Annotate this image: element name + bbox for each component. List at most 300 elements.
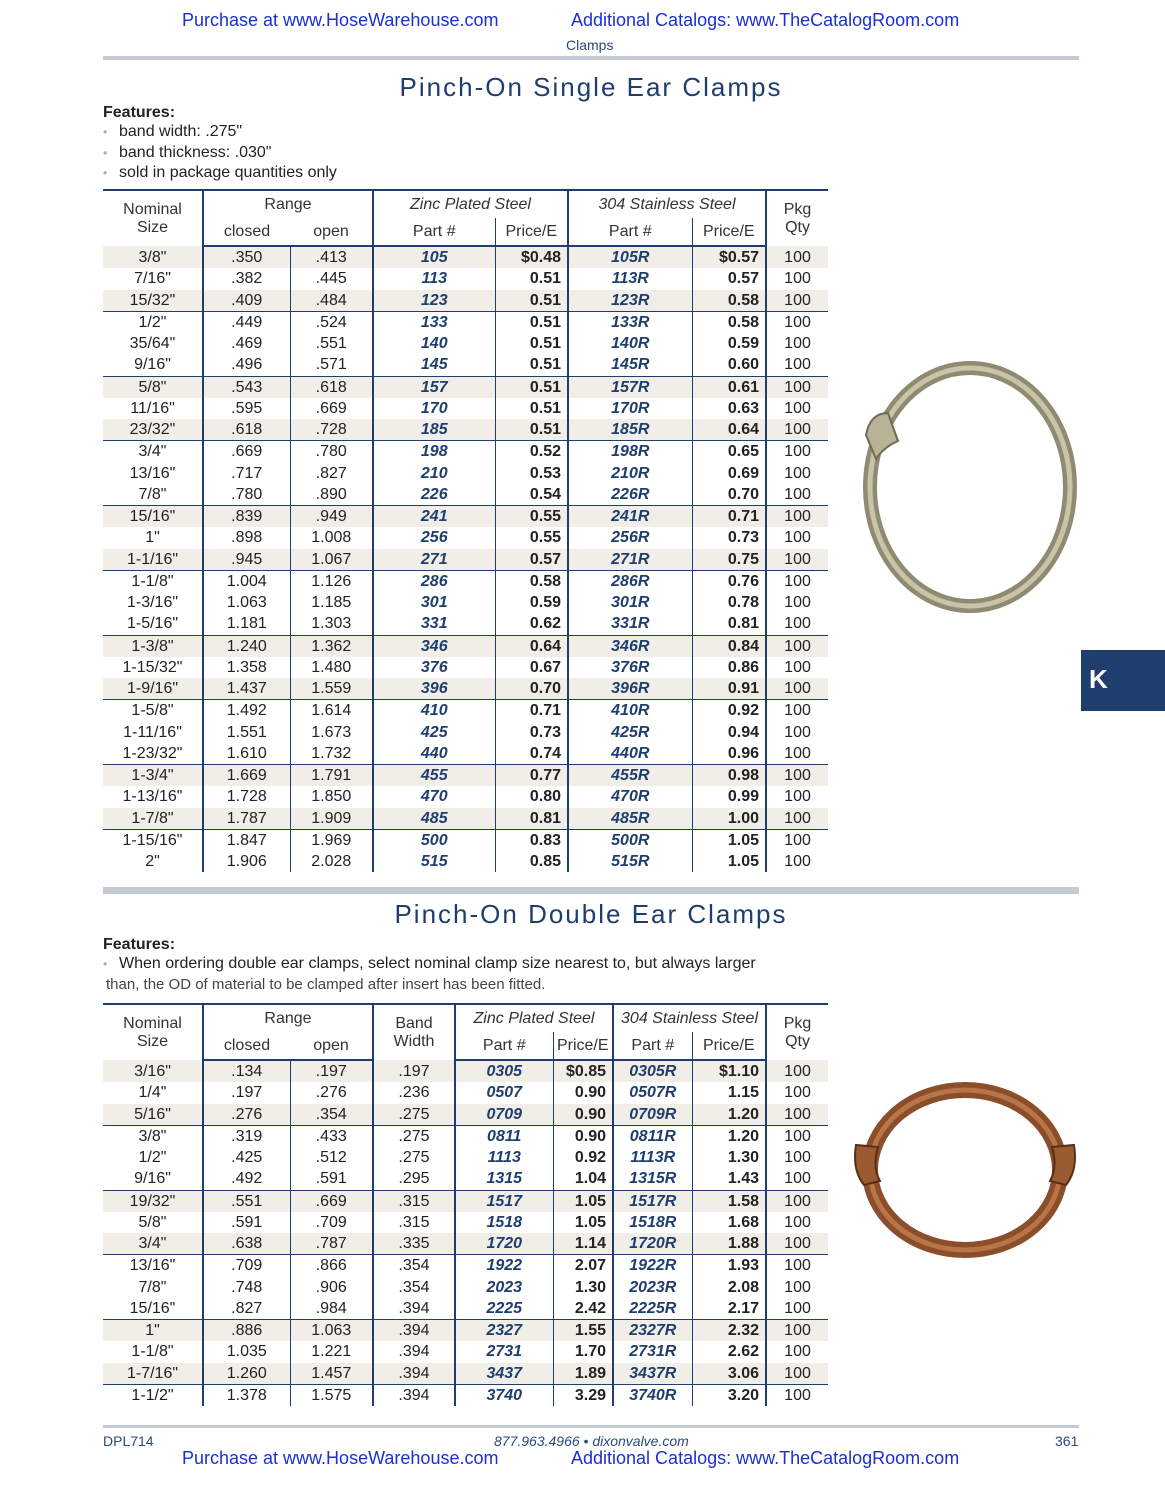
- price: 1.14: [553, 1233, 613, 1255]
- col-pkg-qty: Pkg Qty: [766, 190, 828, 246]
- col-nominal-size: Nominal Size: [103, 1004, 203, 1060]
- single-features: [103, 104, 337, 184]
- part-number: 226: [373, 484, 495, 506]
- table-row: [103, 1060, 828, 1082]
- cell: .669: [290, 1190, 373, 1212]
- part-number: 226R: [568, 484, 692, 506]
- price: 1.88: [692, 1233, 766, 1255]
- cell: 1-13/16": [122, 788, 183, 806]
- header-rule: [103, 56, 1079, 60]
- cell: 5/8": [103, 376, 203, 398]
- part-number: 3740R: [613, 1384, 692, 1406]
- col-nominal-size: Nominal Size: [103, 190, 203, 246]
- cell: 1": [145, 529, 160, 547]
- cell: .551: [290, 333, 373, 354]
- cell: 100: [766, 311, 828, 333]
- table-row: [103, 743, 828, 765]
- part-number: 286: [373, 570, 495, 592]
- cell: 1.358: [203, 657, 290, 678]
- cell: .827: [290, 463, 373, 484]
- table-row: [103, 441, 828, 463]
- table-row: [103, 333, 828, 354]
- part-number: 157: [373, 376, 495, 398]
- part-number: 210: [373, 463, 495, 484]
- part-number: 3437R: [613, 1363, 692, 1385]
- col-zinc-price: Price/E: [495, 218, 568, 246]
- part-number: 185R: [568, 419, 692, 441]
- cell: 100: [766, 1233, 828, 1255]
- price: 0.54: [495, 484, 568, 506]
- cell: 1-15/32": [122, 658, 183, 676]
- cell: .394: [373, 1384, 455, 1406]
- part-number: 515: [373, 851, 495, 872]
- cell: .780: [203, 484, 290, 506]
- col-pkg-qty: Pkg Qty: [766, 1004, 828, 1060]
- cell: 1.126: [290, 570, 373, 592]
- part-number: 0709: [455, 1104, 553, 1126]
- part-number: 1922: [455, 1255, 553, 1277]
- cell: 3/4": [103, 441, 203, 463]
- price: 1.15: [692, 1082, 766, 1103]
- cell: 7/8": [138, 485, 167, 503]
- price: 0.67: [495, 657, 568, 678]
- cell: .449: [203, 311, 290, 333]
- cell: 100: [766, 1190, 828, 1212]
- part-number: 0305R: [613, 1060, 692, 1082]
- part-number: 1517: [455, 1190, 553, 1212]
- cell: 13/16": [103, 1255, 203, 1277]
- price: $0.85: [553, 1060, 613, 1082]
- col-ss-price: Price/E: [692, 1032, 766, 1060]
- table-row: [103, 1384, 828, 1406]
- col-zinc: Zinc Plated Steel: [455, 1004, 613, 1032]
- cell: .728: [290, 419, 373, 441]
- cell: .886: [203, 1320, 290, 1342]
- cell: 100: [766, 1125, 828, 1147]
- price: 0.64: [495, 635, 568, 657]
- table-row: [103, 290, 828, 312]
- cell: 100: [766, 1168, 828, 1190]
- cell: .445: [290, 268, 373, 289]
- cell: 1.610: [203, 743, 290, 765]
- price: 1.20: [692, 1104, 766, 1126]
- part-number: 1113: [455, 1147, 553, 1168]
- table-row: [103, 311, 828, 333]
- cell: 1.732: [290, 743, 373, 765]
- price: 0.80: [495, 786, 568, 807]
- part-number: 1315R: [613, 1168, 692, 1190]
- section-label: Clamps: [566, 37, 614, 53]
- cell: 100: [766, 1341, 828, 1362]
- cell: 3/8": [103, 1125, 203, 1147]
- cell: .276: [203, 1104, 290, 1126]
- cell: 100: [766, 1060, 828, 1082]
- table-row: [103, 1212, 828, 1233]
- price: 0.59: [692, 333, 766, 354]
- section-rule: [103, 887, 1079, 894]
- price: 1.55: [553, 1320, 613, 1342]
- price: 1.05: [692, 829, 766, 851]
- part-number: 440: [373, 743, 495, 765]
- col-closed: closed: [203, 218, 290, 246]
- contact-info: 877.963.4966 • dixonvalve.com: [494, 1433, 689, 1449]
- part-number: 113: [373, 268, 495, 289]
- price: 0.51: [495, 419, 568, 441]
- part-number: 1315: [455, 1168, 553, 1190]
- cell: .945: [203, 549, 290, 571]
- part-number: 145: [373, 354, 495, 376]
- cell: .827: [203, 1298, 290, 1320]
- price: 1.05: [553, 1212, 613, 1233]
- part-number: 1518R: [613, 1212, 692, 1233]
- part-number: 485: [373, 808, 495, 830]
- price: 0.58: [692, 290, 766, 312]
- cell: .496: [203, 354, 290, 376]
- price: $0.48: [495, 246, 568, 268]
- table-row: [103, 1320, 828, 1342]
- cell: .898: [203, 527, 290, 548]
- col-open: open: [290, 1032, 373, 1060]
- part-number: 271R: [568, 549, 692, 571]
- cell: 1-3/4": [103, 765, 203, 787]
- cell: 100: [766, 678, 828, 700]
- price: 1.05: [692, 851, 766, 872]
- price: 1.30: [553, 1277, 613, 1298]
- cell: 100: [766, 700, 828, 722]
- cell: 100: [766, 1082, 828, 1103]
- part-number: 301R: [568, 592, 692, 613]
- col-ss-part: Part #: [568, 218, 692, 246]
- table-row: [103, 463, 828, 484]
- cell: 1/4": [138, 1084, 167, 1102]
- price: 0.90: [553, 1082, 613, 1103]
- col-zinc-part: Part #: [373, 218, 495, 246]
- table-row: [103, 1298, 828, 1320]
- part-number: 410R: [568, 700, 692, 722]
- cell: .433: [290, 1125, 373, 1147]
- cell: 5/16": [103, 1104, 203, 1126]
- table-row: [103, 592, 828, 613]
- price: 0.59: [495, 592, 568, 613]
- table-row: [103, 1277, 828, 1298]
- cell: 19/32": [103, 1190, 203, 1212]
- catalogs-link-top[interactable]: Additional Catalogs: www.TheCatalogRoom.com: [571, 10, 960, 30]
- cell: 1-9/16": [103, 678, 203, 700]
- price: 1.05: [553, 1190, 613, 1212]
- price: 0.76: [692, 570, 766, 592]
- price: 3.20: [692, 1384, 766, 1406]
- section-tab-k[interactable]: K: [1081, 650, 1165, 711]
- cell: .717: [203, 463, 290, 484]
- cell: 100: [766, 506, 828, 528]
- cell: 100: [766, 290, 828, 312]
- part-number: 105R: [568, 246, 692, 268]
- price: 0.51: [495, 398, 568, 419]
- cell: 100: [766, 354, 828, 376]
- table-row: [103, 376, 828, 398]
- cell: 1.614: [290, 700, 373, 722]
- cell: 1-1/8": [131, 1343, 174, 1361]
- page-number: 361: [1055, 1433, 1079, 1449]
- price: 0.85: [495, 851, 568, 872]
- cell: .551: [203, 1190, 290, 1212]
- price: 0.51: [495, 376, 568, 398]
- cell: .394: [373, 1298, 455, 1320]
- cell: 1.362: [290, 635, 373, 657]
- cell: .425: [203, 1147, 290, 1168]
- part-number: 331: [373, 613, 495, 635]
- price: 0.78: [692, 592, 766, 613]
- part-number: 396: [373, 678, 495, 700]
- table-row: [103, 527, 828, 548]
- cell: .839: [203, 506, 290, 528]
- price: 0.51: [495, 333, 568, 354]
- cell: 1-1/16": [103, 549, 203, 571]
- cell: 1-3/16": [126, 594, 179, 612]
- part-number: 0507R: [613, 1082, 692, 1103]
- cell: 1-1/8": [103, 570, 203, 592]
- cell: 1.906: [203, 851, 290, 872]
- part-number: 1922R: [613, 1255, 692, 1277]
- cell: 100: [766, 851, 828, 872]
- cell: 100: [766, 419, 828, 441]
- double-ear-clamp-image: [850, 1075, 1080, 1265]
- price: 1.70: [553, 1341, 613, 1362]
- cell: 11/16": [130, 399, 175, 417]
- part-number: 133R: [568, 311, 692, 333]
- cell: 23/32": [103, 419, 203, 441]
- table-row: [103, 829, 828, 851]
- col-band-width: Band Width: [373, 1004, 455, 1060]
- part-number: 515R: [568, 851, 692, 872]
- feature-item: • sold in package quantities only: [103, 163, 337, 184]
- price: 3.29: [553, 1384, 613, 1406]
- cell: .709: [203, 1255, 290, 1277]
- part-number: 256R: [568, 527, 692, 548]
- price: 0.57: [692, 268, 766, 289]
- cell: 100: [766, 376, 828, 398]
- table-row: [103, 419, 828, 441]
- cell: 1-23/32": [122, 744, 183, 762]
- cell: 35/64": [129, 335, 176, 353]
- cell: 100: [766, 829, 828, 851]
- price: 0.69: [692, 463, 766, 484]
- price: 1.04: [553, 1168, 613, 1190]
- table-row: [103, 570, 828, 592]
- cell: 1.063: [203, 592, 290, 613]
- part-number: 1518: [455, 1212, 553, 1233]
- col-stainless: 304 Stainless Steel: [568, 190, 766, 218]
- catalogs-link-bottom[interactable]: Additional Catalogs: www.TheCatalogRoom.com: [571, 1448, 960, 1468]
- cell: .319: [203, 1125, 290, 1147]
- purchase-link-bottom[interactable]: Purchase at www.HoseWarehouse.com: [182, 1448, 499, 1468]
- cell: .709: [290, 1212, 373, 1233]
- col-open: open: [290, 218, 373, 246]
- table-row: [103, 657, 828, 678]
- part-number: 470: [373, 786, 495, 807]
- cell: 100: [766, 549, 828, 571]
- part-number: 440R: [568, 743, 692, 765]
- part-number: 3740: [455, 1384, 553, 1406]
- part-number: 425: [373, 722, 495, 743]
- table-row: [103, 1341, 828, 1362]
- single-ear-clamp-image: [858, 355, 1083, 620]
- part-number: 140: [373, 333, 495, 354]
- feature-item: • When ordering double ear clamps, select nominal clamp size nearest to, but always larger: [103, 954, 756, 975]
- part-number: 1113R: [613, 1147, 692, 1168]
- catalog-code: DPL714: [103, 1433, 154, 1449]
- col-range: Range: [203, 1004, 373, 1032]
- cell: 100: [766, 1320, 828, 1342]
- cell: 100: [766, 1363, 828, 1385]
- part-number: 485R: [568, 808, 692, 830]
- cell: 3/16": [103, 1060, 203, 1082]
- features-label: Features:: [103, 104, 176, 121]
- feature-item: • band thickness: .030": [103, 143, 337, 164]
- price: 0.64: [692, 419, 766, 441]
- col-ss-price: Price/E: [692, 218, 766, 246]
- table-row: [103, 808, 828, 830]
- part-number: 0709R: [613, 1104, 692, 1126]
- table-row: [103, 246, 828, 268]
- cell: 1.791: [290, 765, 373, 787]
- cell: .524: [290, 311, 373, 333]
- col-stainless: 304 Stainless Steel: [613, 1004, 766, 1032]
- price: 1.43: [692, 1168, 766, 1190]
- table-row: [103, 700, 828, 722]
- cell: 100: [766, 1298, 828, 1320]
- price: 0.71: [495, 700, 568, 722]
- part-number: 3437: [455, 1363, 553, 1385]
- price: 0.92: [553, 1147, 613, 1168]
- cell: 1.457: [290, 1363, 373, 1385]
- cell: .748: [203, 1277, 290, 1298]
- part-number: 2327R: [613, 1320, 692, 1342]
- price: 0.73: [495, 722, 568, 743]
- cell: 1.221: [290, 1341, 373, 1362]
- price: 0.70: [495, 678, 568, 700]
- cell: 15/16": [129, 1299, 176, 1317]
- cell: 100: [766, 635, 828, 657]
- price: 0.63: [692, 398, 766, 419]
- cell: .866: [290, 1255, 373, 1277]
- table-row: [103, 678, 828, 700]
- table-row: [103, 635, 828, 657]
- cell: 1.850: [290, 786, 373, 807]
- cell: 100: [766, 613, 828, 635]
- purchase-link-top[interactable]: Purchase at www.HoseWarehouse.com: [182, 10, 499, 30]
- single-ear-table: [103, 189, 828, 872]
- cell: .618: [203, 419, 290, 441]
- part-number: 376R: [568, 657, 692, 678]
- cell: .275: [373, 1104, 455, 1126]
- price: 1.89: [553, 1363, 613, 1385]
- part-number: 105: [373, 246, 495, 268]
- table-row: [103, 1168, 828, 1190]
- cell: .197: [203, 1082, 290, 1103]
- price: 0.94: [692, 722, 766, 743]
- part-number: 123R: [568, 290, 692, 312]
- part-number: 376: [373, 657, 495, 678]
- part-number: 113R: [568, 268, 692, 289]
- cell: 1.728: [203, 786, 290, 807]
- cell: 1.969: [290, 829, 373, 851]
- part-number: 425R: [568, 722, 692, 743]
- features-label: Features:: [103, 936, 176, 953]
- part-number: 2731: [455, 1341, 553, 1362]
- cell: 100: [766, 1277, 828, 1298]
- cell: 100: [766, 1147, 828, 1168]
- table-row: [103, 549, 828, 571]
- cell: 1-7/16": [103, 1363, 203, 1385]
- cell: .413: [290, 246, 373, 268]
- cell: .197: [290, 1060, 373, 1082]
- cell: 7/8": [138, 1278, 167, 1296]
- cell: .275: [373, 1147, 455, 1168]
- price: 0.81: [495, 808, 568, 830]
- cell: .595: [203, 398, 290, 419]
- cell: 100: [766, 1384, 828, 1406]
- cell: 100: [766, 722, 828, 743]
- part-number: 2731R: [613, 1341, 692, 1362]
- cell: 1-3/8": [103, 635, 203, 657]
- cell: 1.575: [290, 1384, 373, 1406]
- part-number: 210R: [568, 463, 692, 484]
- cell: 100: [766, 1255, 828, 1277]
- cell: .354: [290, 1104, 373, 1126]
- price: 0.52: [495, 441, 568, 463]
- part-number: 0811R: [613, 1125, 692, 1147]
- cell: 1.551: [203, 722, 290, 743]
- cell: .591: [290, 1168, 373, 1190]
- price: 0.71: [692, 506, 766, 528]
- cell: .354: [373, 1255, 455, 1277]
- part-number: 455R: [568, 765, 692, 787]
- part-number: 286R: [568, 570, 692, 592]
- table-row: [103, 1082, 828, 1103]
- cell: 1.063: [290, 1320, 373, 1342]
- part-number: 140R: [568, 333, 692, 354]
- cell: 13/16": [129, 464, 176, 482]
- cell: .394: [373, 1341, 455, 1362]
- part-number: 2225: [455, 1298, 553, 1320]
- part-number: 170R: [568, 398, 692, 419]
- cell: .197: [373, 1060, 455, 1082]
- cell: 1.437: [203, 678, 290, 700]
- cell: 1/2": [138, 1149, 167, 1167]
- cell: 1.847: [203, 829, 290, 851]
- cell: 1.004: [203, 570, 290, 592]
- part-number: 2023: [455, 1277, 553, 1298]
- cell: 1/2": [103, 311, 203, 333]
- cell: .236: [373, 1082, 455, 1103]
- price: 0.90: [553, 1125, 613, 1147]
- price: 0.92: [692, 700, 766, 722]
- cell: 100: [766, 657, 828, 678]
- cell: 1.240: [203, 635, 290, 657]
- cell: .780: [290, 441, 373, 463]
- price: 1.30: [692, 1147, 766, 1168]
- table-row: [103, 506, 828, 528]
- price: 0.98: [692, 765, 766, 787]
- price: 0.58: [495, 570, 568, 592]
- cell: 100: [766, 246, 828, 268]
- cell: .134: [203, 1060, 290, 1082]
- part-number: 0811: [455, 1125, 553, 1147]
- part-number: 1517R: [613, 1190, 692, 1212]
- price: 2.07: [553, 1255, 613, 1277]
- cell: 9/16": [134, 356, 171, 374]
